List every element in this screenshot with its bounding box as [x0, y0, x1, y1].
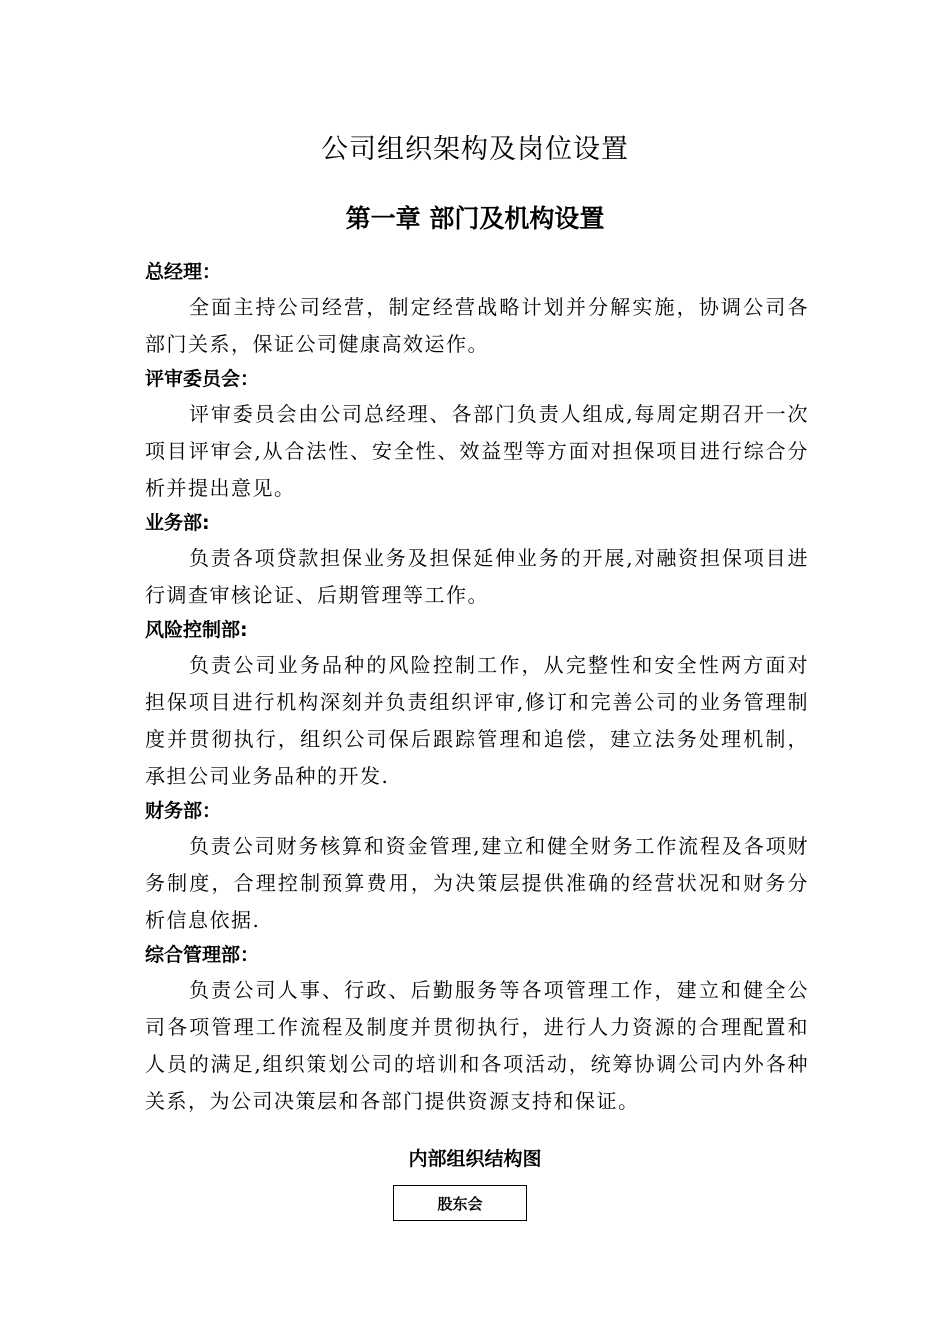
- org-chart-node-label: 股东会: [437, 1194, 483, 1213]
- section-general-manager: [145, 256, 809, 363]
- section-business-dept: [145, 507, 809, 614]
- chapter-title: 第一章 部门及机构设置: [345, 204, 605, 233]
- section-finance-dept: [145, 795, 809, 939]
- document-body: [145, 256, 809, 1120]
- section-general-admin-dept: [145, 939, 809, 1120]
- section-heading: 总经理：: [145, 261, 222, 283]
- section-heading: 业务部:: [145, 512, 210, 534]
- document-title: 公司组织架构及岗位设置: [321, 134, 629, 165]
- section-review-committee: [145, 363, 809, 507]
- section-heading: 财务部：: [145, 800, 222, 822]
- section-text: 负责公司业务品种的风险控制工作，从完整性和安全性两方面对担保项目进行机构深刻并负责组织评审,修订和完善公司的业务管理制度并贯彻执行，组织公司保后跟踪管理和追偿，建立法务处理机制，承担公司业务品种的开发.: [145, 653, 809, 788]
- section-text: 负责公司人事、行政、后勤服务等各项管理工作，建立和健全公司各项管理工作流程及制度并贯彻执行，进行人力资源的合理配置和人员的满足,组织策划公司的培训和各项活动，统筹协调公司内外各种关系，为公司决策层和各部门提供资源支持和保证。: [145, 978, 809, 1113]
- section-heading: 风险控制部:: [145, 619, 248, 641]
- section-text: 评审委员会由公司总经理、各部门负责人组成,每周定期召开一次项目评审会,从合法性、安全性、效益型等方面对担保项目进行综合分析并提出意见。: [145, 402, 809, 500]
- org-chart-node-shareholders: [393, 1185, 527, 1221]
- section-risk-control-dept: [145, 614, 809, 795]
- section-text: 负责公司财务核算和资金管理,建立和健全财务工作流程及各项财务制度，合理控制预算费用，为决策层提供准确的经营状况和财务分析信息依据.: [145, 834, 809, 932]
- section-heading: 评审委员会：: [145, 368, 260, 390]
- section-text: 负责各项贷款担保业务及担保延伸业务的开展,对融资担保项目进行调查审核论证、后期管理等工作。: [145, 546, 809, 607]
- section-text: 全面主持公司经营，制定经营战略计划并分解实施，协调公司各部门关系，保证公司健康高效运作。: [145, 295, 809, 356]
- section-heading: 综合管理部：: [145, 944, 260, 966]
- org-chart-title: 内部组织结构图: [408, 1148, 542, 1170]
